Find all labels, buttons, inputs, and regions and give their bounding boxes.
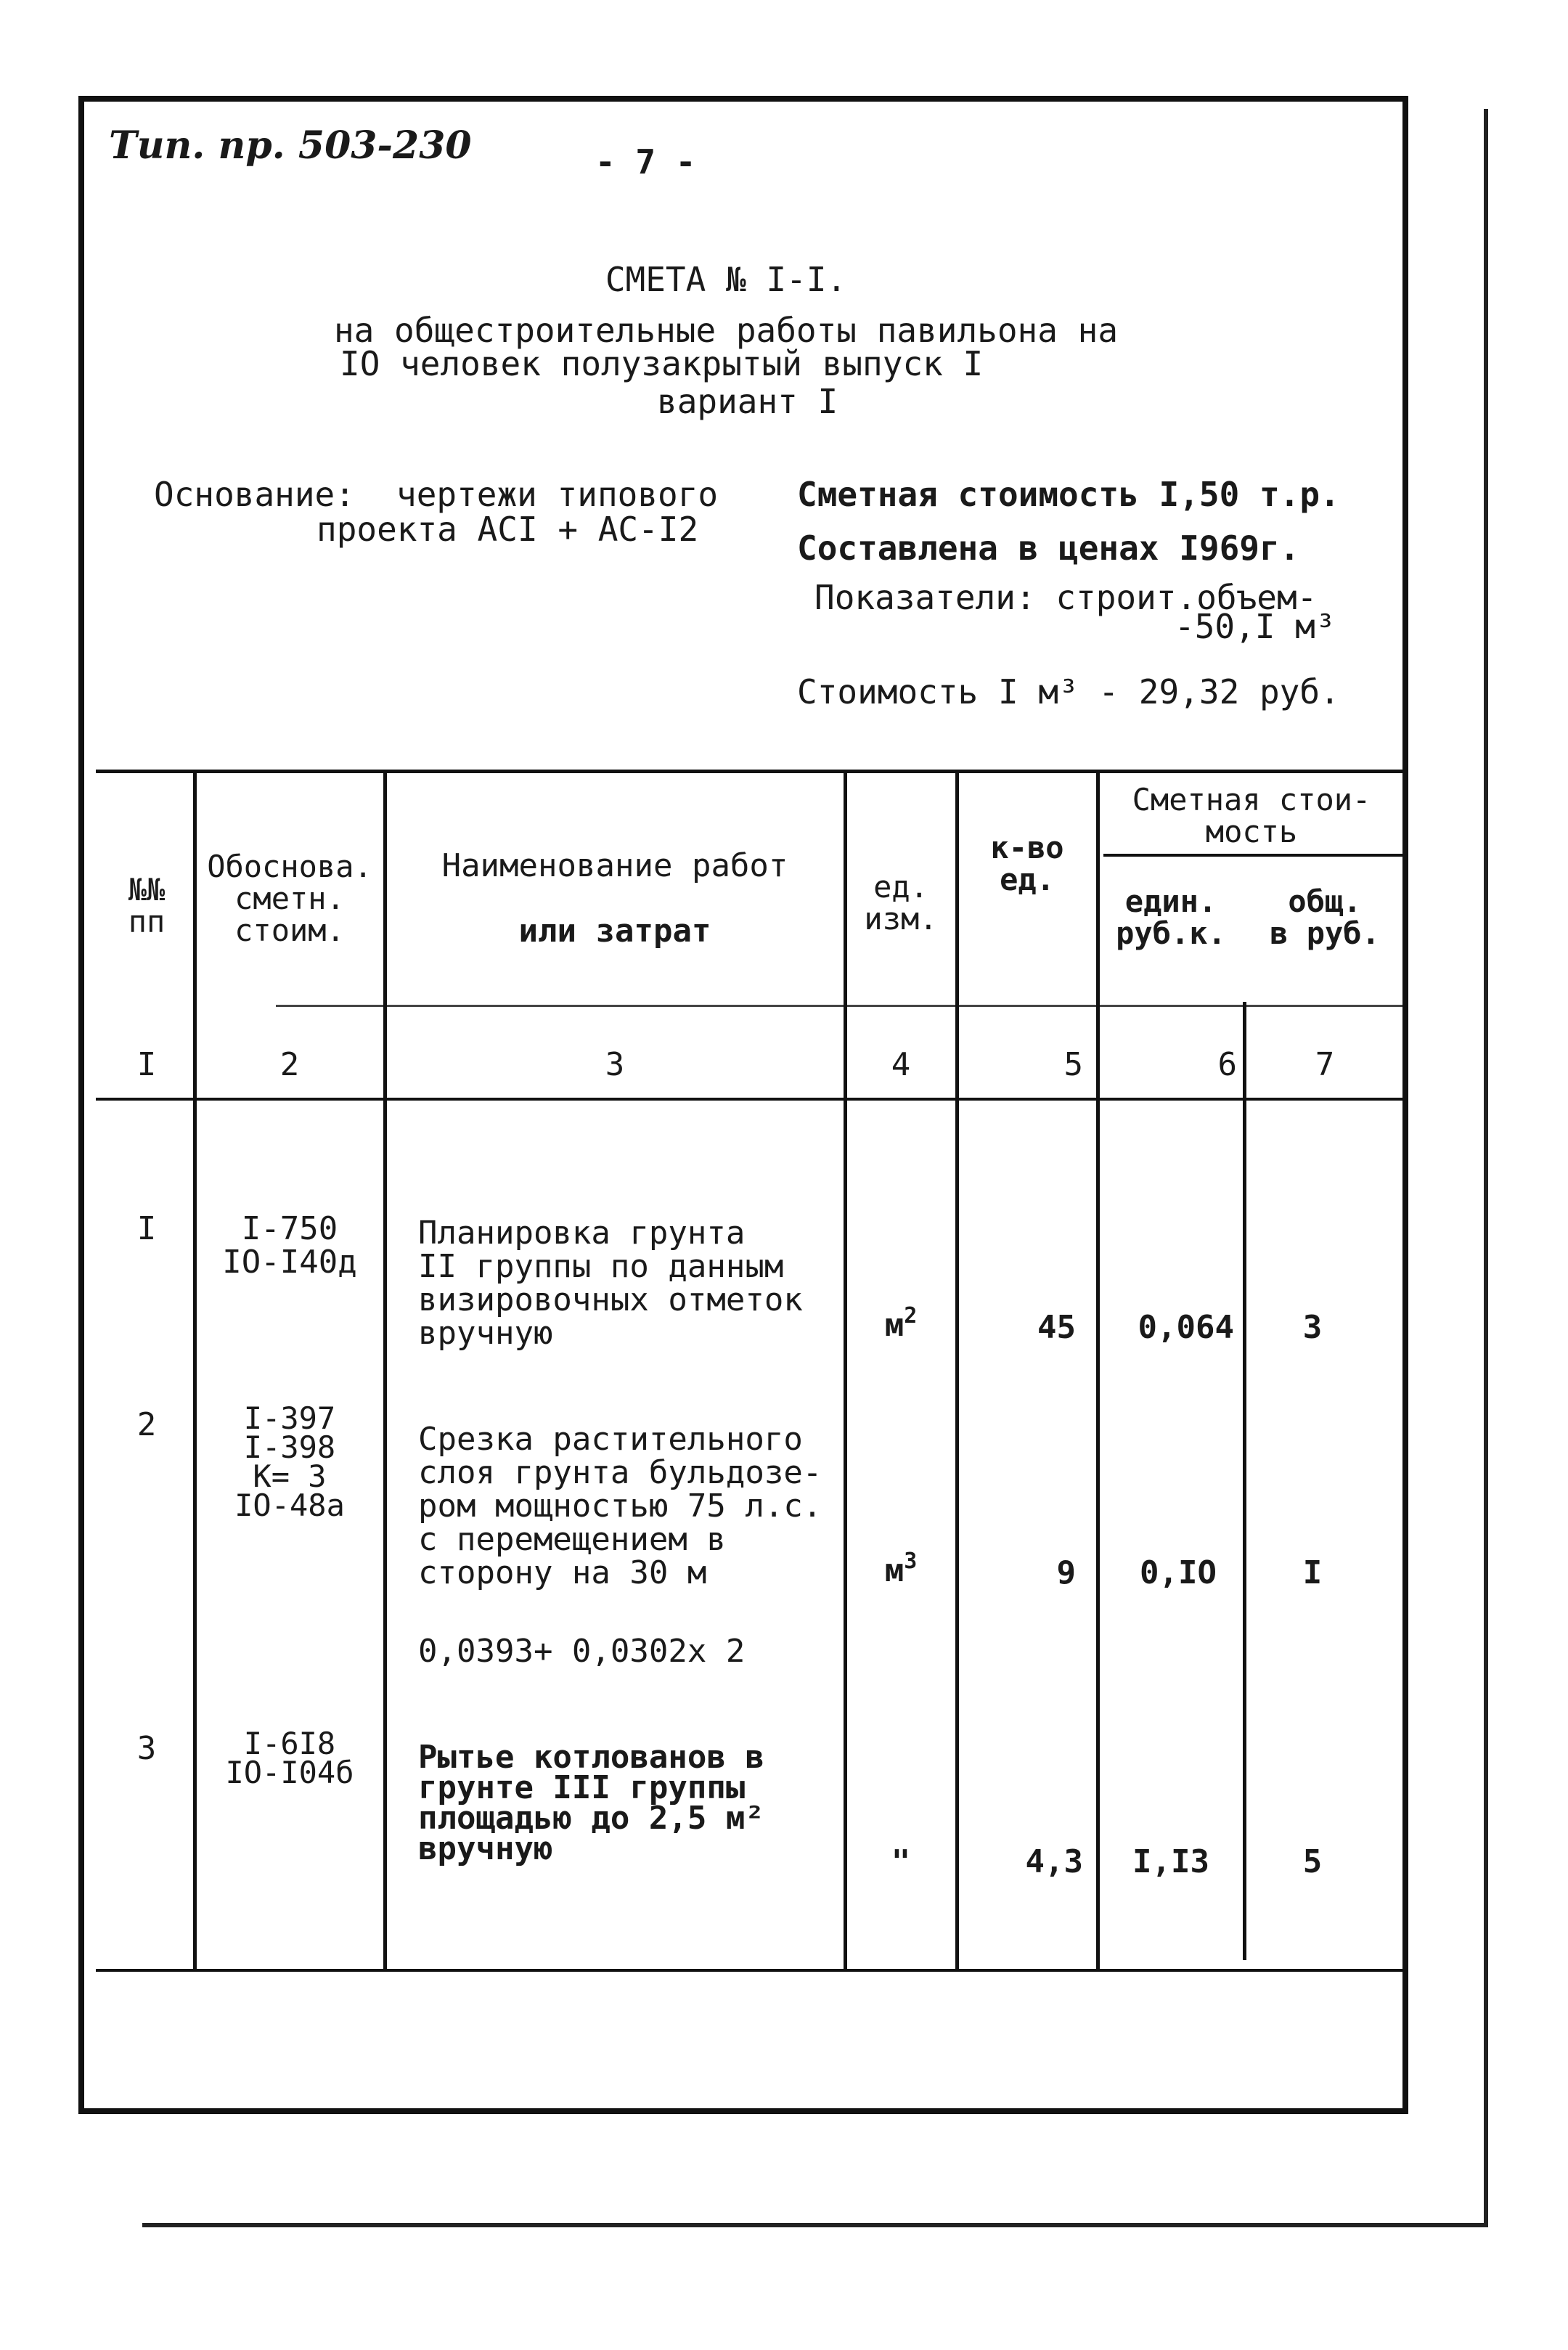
row-1-num: I [136,1210,157,1247]
estimate-subtitle-2: IO человек полузакрытый выпуск I [340,344,984,383]
indicators: Показатели: строит.объем- [814,578,1318,617]
col-number-3: 3 [605,1046,625,1083]
page-number: - 7 - [595,142,696,181]
header-num: №№ пп [128,872,166,939]
row-3-name: Рытье котлованов в грунте III группы площадью до 2,5 м² вручную [418,1739,764,1867]
col-divider-3 [844,772,847,1972]
row-2-qty: 9 [1056,1554,1076,1591]
estimated-cost: Сметная стоимость I,50 т.р. [797,475,1340,514]
header-qty: к-во ед. [990,830,1064,897]
page-border-bottom [142,2223,1488,2227]
header-cost-group: Сметная стои- мость [1132,782,1371,849]
row-3-unit: " [891,1843,911,1880]
estimate-title: СМЕТА № I-I. [605,260,847,299]
col-divider-6 [1243,1002,1246,1960]
unit-cost: Стоимость I м³ - 29,32 руб. [797,672,1340,711]
estimate-subtitle-1: на общестроительные работы павильона на [333,311,1119,350]
estimate-subtitle-3: вариант I [657,382,838,421]
cost-group-rule [1103,854,1402,857]
row-2-total: I [1302,1554,1323,1591]
row-2-name: Срезка растительного слоя грунта бульдозе- ром мощностью 75 л.с. с перемещением в сторону на 30 м [418,1421,822,1591]
row-3-num: 3 [136,1730,157,1767]
col-divider-4 [955,772,959,1972]
row-1-total: 3 [1302,1309,1323,1346]
header-name-2: или затрат [518,913,711,950]
row-3-qty: 4,3 [1025,1843,1083,1880]
row-3-price: I,I3 [1132,1843,1209,1880]
basis-text-2: проекта АСI + АС-I2 [317,510,699,549]
col-number-7: 7 [1315,1046,1335,1083]
col-number-5: 5 [1063,1046,1083,1083]
row-1-unit: $м^2$ [884,1303,918,1344]
col-number-2: 2 [279,1046,300,1083]
page-border-right [1484,109,1488,2227]
row-3-total: 5 [1302,1843,1323,1880]
col-number-1: I [136,1046,157,1083]
row-2-num: 2 [136,1406,157,1443]
header-unit-price: един. руб.к. [1116,884,1226,951]
project-reference: Тип. пр. 503-230 [109,123,472,168]
header-unit: ед. изм. [864,869,938,937]
header-basis: Обоснова. сметн. стоим. [207,849,372,948]
col-number-6: 6 [1217,1046,1237,1083]
building-volume: -50,I м³ [1175,607,1336,646]
col-divider-1 [193,772,197,1972]
price-basis: Составлена в ценах I969г. [797,529,1300,568]
col-number-rule [96,1098,1402,1101]
basis-text-1: чертежи типового [396,475,719,514]
col-divider-5 [1096,772,1100,1972]
header-total: общ. в руб. [1270,884,1380,951]
row-1-qty: 45 [1037,1309,1076,1346]
table-top-rule [96,770,1402,773]
header-name-1: Наименование работ [441,847,788,884]
table-bottom-rule [96,1969,1402,1972]
basis-label: Основание: [154,475,355,514]
row-2-formula: 0,0393+ 0,0302х 2 [418,1633,746,1670]
col-divider-2 [383,772,387,1972]
header-rule [276,1005,1402,1007]
row-1-basis: I-750 IO-I40д [222,1210,357,1281]
row-2-price: 0,IO [1140,1554,1217,1591]
row-2-basis: I-397 I-398 К= 3 IO-48а [234,1400,345,1523]
row-2-unit: $м^3$ [884,1549,918,1589]
row-1-name: Планировка грунта II группы по данным визировочных отметок вручную [418,1215,803,1352]
col-number-4: 4 [891,1046,911,1083]
row-3-basis: I-6I8 IO-I04б [225,1726,354,1790]
row-1-price: 0,064 [1138,1309,1234,1346]
